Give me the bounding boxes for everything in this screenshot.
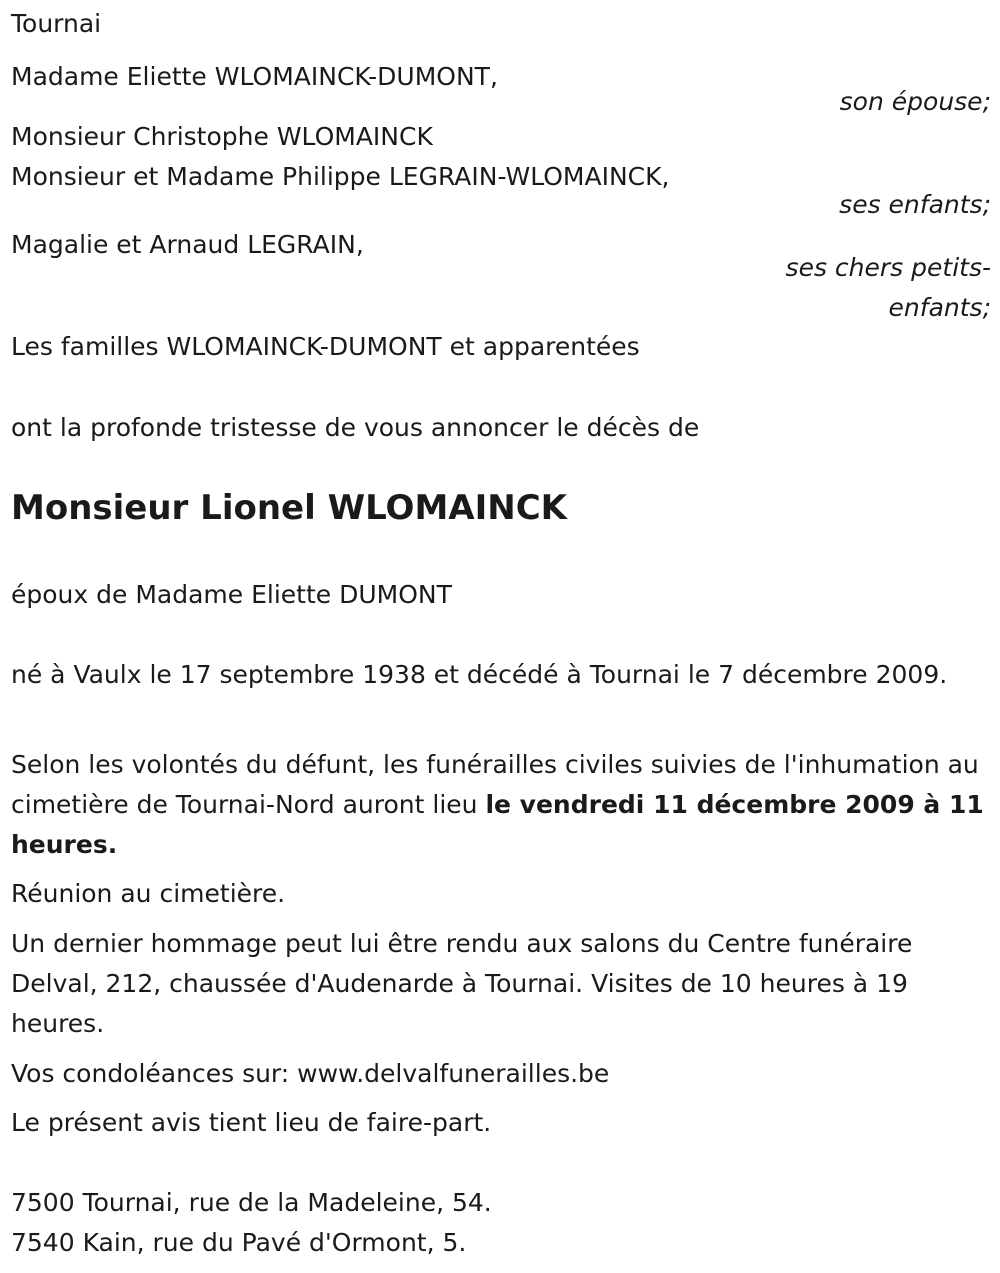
grandchildren-role-1: ses chers petits-	[785, 253, 991, 282]
families-line: Les familles WLOMAINCK-DUMONT et apparentées	[11, 332, 640, 361]
grandchildren-role-2: enfants;	[888, 293, 991, 322]
child-line-1: Monsieur Christophe WLOMAINCK	[11, 122, 433, 151]
meeting-text: Réunion au cimetière.	[11, 879, 286, 908]
spouse-line: Madame Eliette WLOMAINCK-DUMONT,	[11, 62, 498, 91]
address-line-2: 7540 Kain, rue du Pavé d'Ormont, 5.	[11, 1228, 467, 1257]
grandchildren-line: Magalie et Arnaud LEGRAIN,	[11, 230, 364, 259]
address-line-1: 7500 Tournai, rue de la Madeleine, 54.	[11, 1188, 492, 1217]
spouse-of-text: époux de Madame Eliette DUMONT	[11, 580, 452, 609]
children-role: ses enfants;	[839, 190, 991, 219]
condolences-text: Vos condoléances sur: www.delvalfunerailles.be	[11, 1059, 610, 1088]
birth-death-text: né à Vaulx le 17 septembre 1938 et décédé à Tournai le 7 décembre 2009.	[11, 660, 948, 689]
funeral-paragraph	[11, 745, 991, 865]
child-line-2: Monsieur et Madame Philippe LEGRAIN-WLOMAINCK,	[11, 162, 670, 191]
funeral-date: le vendredi 11 décembre 2009 à 11 heures.	[11, 790, 984, 859]
funeral-intro: Selon les volontés du défunt, les funérailles civiles suivies de l'inhumation au cimetière de Tournai-Nord auront lieu	[11, 750, 979, 819]
notice-text: Le présent avis tient lieu de faire-part.	[11, 1108, 492, 1137]
city-heading: Tournai	[11, 9, 102, 38]
deceased-name: Monsieur Lionel WLOMAINCK	[11, 488, 568, 528]
tribute-text: Un dernier hommage peut lui être rendu aux salons du Centre funéraire Delval, 212, chaussée d'Audenarde à Tournai. Visites de 10 heures à 19 heures.	[11, 929, 913, 1038]
announcement-text: ont la profonde tristesse de vous annoncer le décès de	[11, 413, 700, 442]
spouse-role: son épouse;	[839, 87, 991, 116]
